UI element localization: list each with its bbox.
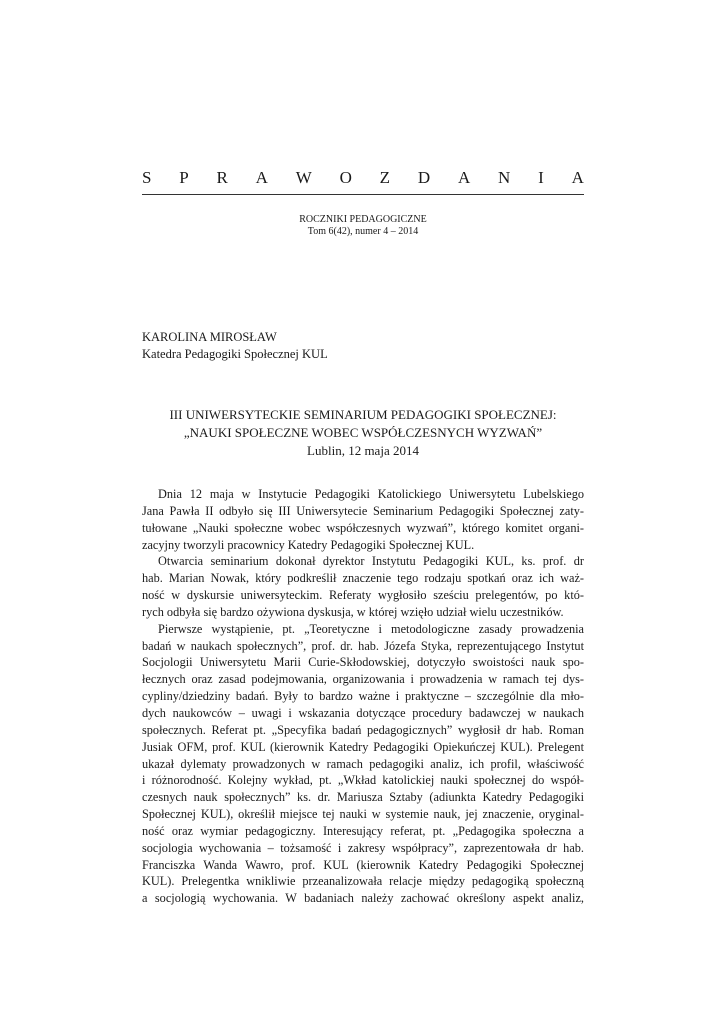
title-line: III UNIWERSYTECKIE SEMINARIUM PEDAGOGIKI SPOŁECZNEJ: xyxy=(169,407,557,422)
author-affiliation: Katedra Pedagogiki Społecznej KUL xyxy=(142,347,328,361)
body-line: Socjologii Uniwersytetu Marii Curie-Skłodowskiej, dotyczyło swoistości nauk spo- xyxy=(142,655,584,670)
body-line: Dnia 12 maja w Instytucie Pedagogiki Katolickiego Uniwersytetu Lubelskiego xyxy=(158,487,584,501)
author-name: KAROLINA MIROSŁAW xyxy=(142,330,277,344)
heading-letter: W xyxy=(295,168,312,187)
body-line: ukazał dylematy prowadzonych w ramach pedagogiki analiz, ich profil, właściwość xyxy=(142,756,584,771)
heading-letter: I xyxy=(538,168,544,187)
journal-issue: Tom 6(42), numer 4 – 2014 xyxy=(307,226,419,237)
body-text xyxy=(142,486,584,907)
body-line: dych naukowców – uwagi i wskazania dotyczące procedury badawczej w naukach xyxy=(142,705,584,720)
heading-letter: D xyxy=(417,168,431,187)
body-line: społecznych. Referat pt. „Specyfika badań pedagogicznych” wygłosił dr hab. Roman xyxy=(142,722,584,737)
body-line: łecznych oraz zasad podejmowania, organizowania i prowadzenia w ramach tej dys- xyxy=(142,672,584,687)
body-line: badań w naukach społecznych”, prof. dr. hab. Józefa Styka, reprezentującego Instytut xyxy=(142,638,584,653)
body-line: Pierwsze wystąpienie, pt. „Teoretyczne i metodologiczne zasady prowadzenia xyxy=(158,621,584,636)
body-line: socjologia wychowania – tożsamość i zakresy współpracy”, zaprezentowała dr hab. xyxy=(142,840,584,855)
body-line: rych odbyła się bardzo ożywiona dyskusja, w której wzięło udział wielu uczestników. xyxy=(142,604,564,619)
heading-divider xyxy=(142,194,584,195)
body-line: czesnych nauk społecznych” ks. dr. Mariusza Sztaby (adiunkta Katedry Pedagogiki xyxy=(142,790,584,805)
heading-letter: O xyxy=(339,168,352,187)
body-line: Jana Pawła II odbyło się III Uniwersytecie Seminarium Pedagogiki Społecznej zaty- xyxy=(142,503,584,518)
body-line: Jusiak OFM, prof. KUL (kierownik Katedry Pedagogiki Opiekuńczej KUL). Prelegent xyxy=(142,739,584,754)
title-place-date: Lublin, 12 maja 2014 xyxy=(307,443,419,458)
body-line: a socjologią wychowania. W badaniach należy zachować określony aspekt analiz, xyxy=(142,891,584,906)
body-line: zacyjny tworzyli pracownicy Katedry Pedagogiki Społecznej KUL. xyxy=(142,537,475,552)
body-line: ność oraz wymiar pedagogiczny. Interesujący referat, pt. „Pedagogika społeczna a xyxy=(142,823,584,838)
heading-letter: R xyxy=(216,168,228,187)
heading-letter: A xyxy=(255,168,268,187)
body-line: KUL). Prelegentka wnikliwie przeanalizowała relacje między pedagogiką społeczną xyxy=(142,874,584,889)
journal-info xyxy=(142,214,584,238)
body-line: Społecznej KUL), określił miejsce tej nauki w systemie nauk, jej znaczenie, oryginal- xyxy=(142,807,584,822)
body-line: hab. Marian Nowak, który podkreślił znaczenie tego rodzaju spotkań oraz ich waż- xyxy=(142,571,584,586)
heading-letter: S xyxy=(142,168,152,187)
journal-name: ROCZNIKI PEDAGOGICZNE xyxy=(299,214,427,225)
heading-letter: A xyxy=(571,168,584,187)
heading-letter: Z xyxy=(379,168,391,187)
body-line: Otwarcia seminarium dokonał dyrektor Instytutu Pedagogiki KUL, ks. prof. dr xyxy=(158,554,584,569)
body-line: Franciszka Wanda Wawro, prof. KUL (kierownik Katedry Pedagogiki Społecznej xyxy=(142,857,584,872)
heading-letter: P xyxy=(179,168,189,187)
heading-letter: A xyxy=(457,168,471,187)
body-line: ność w dyskursie uniwersyteckim. Referaty wygłosiło sześciu prelegentów, po któ- xyxy=(142,588,584,603)
body-line: cypliny/dziedziny badań. Były to bardzo ważne i praktyczne – szczególnie dla mło- xyxy=(142,689,584,704)
article-title xyxy=(142,406,584,460)
document-page xyxy=(142,0,584,1024)
author-block xyxy=(142,329,584,363)
title-line: „NAUKI SPOŁECZNE WOBEC WSPÓŁCZESNYCH WYZWAŃ” xyxy=(183,425,543,440)
body-line: tułowane „Nauki społeczne wobec współczesnych wyzwań”, którego komitet organi- xyxy=(142,520,584,535)
body-line: i różnorodność. Kolejny wykład, pt. „Wkład katolickiej nauki społecznej do współ- xyxy=(142,773,584,788)
heading-letter: N xyxy=(498,168,511,187)
section-heading xyxy=(142,168,584,188)
